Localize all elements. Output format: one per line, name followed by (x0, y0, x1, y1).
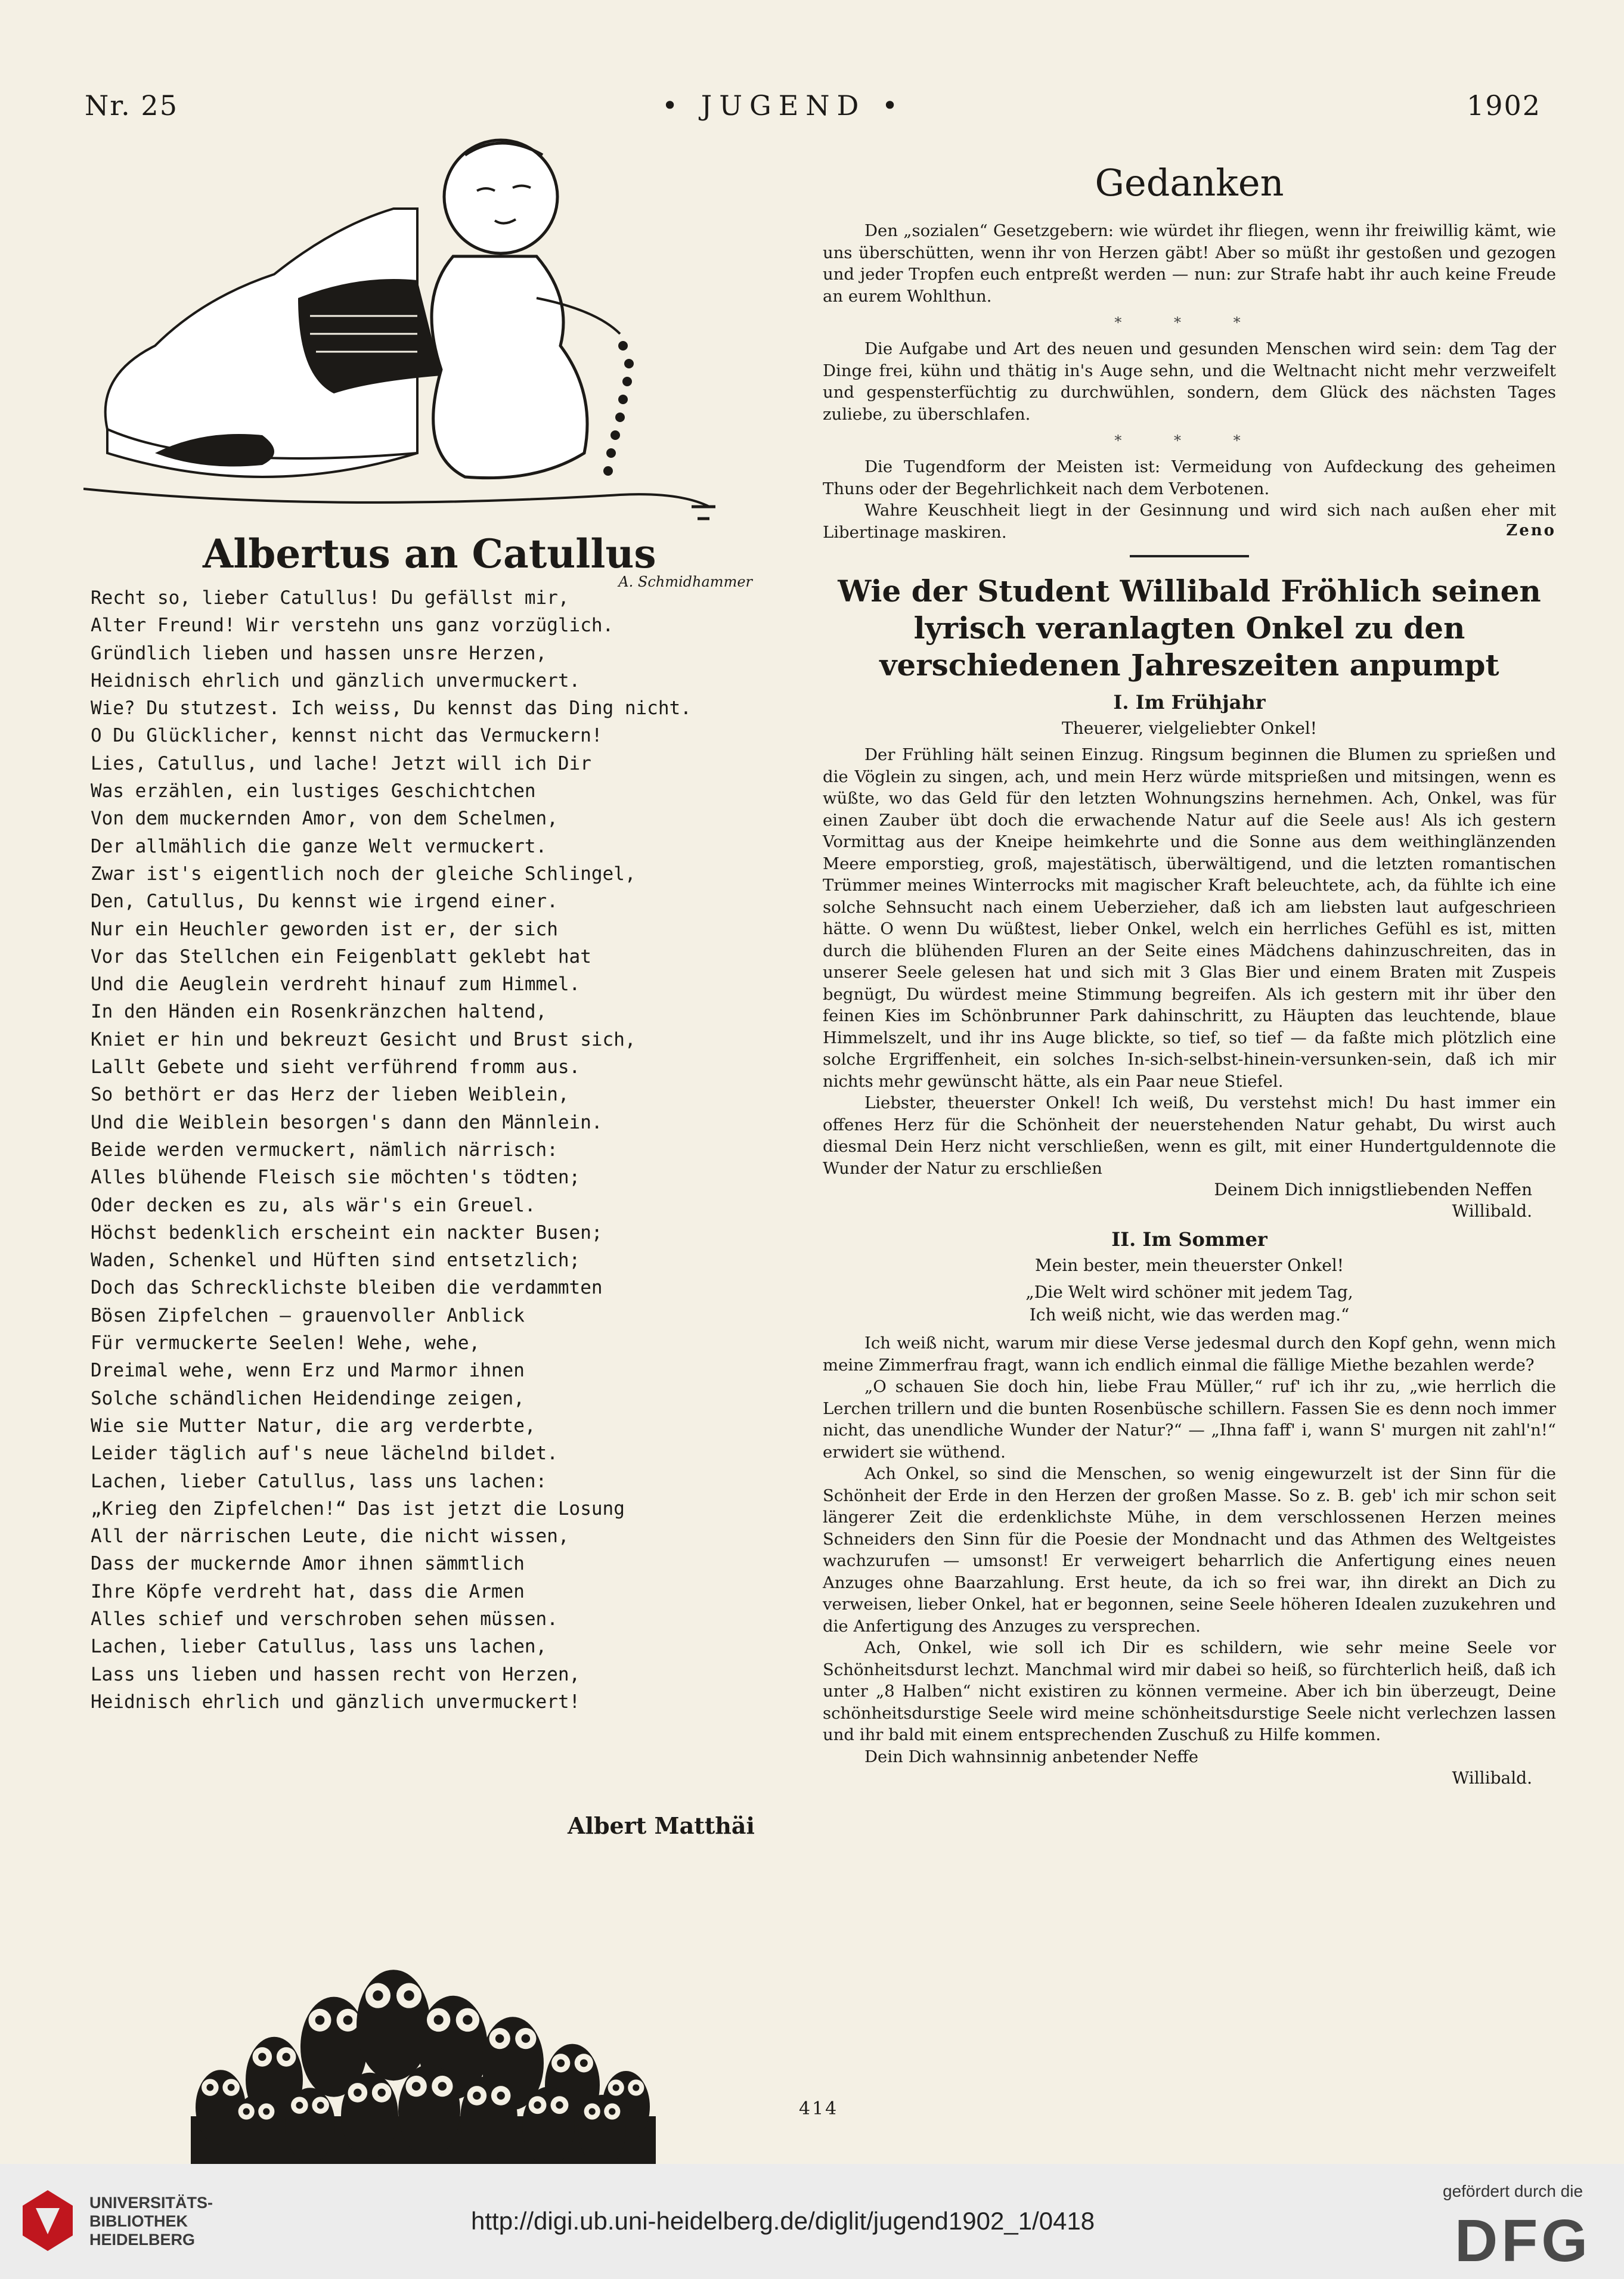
poem-body (91, 584, 764, 1716)
journal-year: 1902 (1467, 89, 1542, 122)
section-heading-spring: I. Im Frühjahr (1113, 691, 1266, 714)
poem-line: Was erzählen, ein lustiges Geschichtchen (91, 780, 536, 802)
poem-line: Dass der muckernde Amor ihnen sämmtlich (91, 1553, 525, 1575)
poem-line: Recht so, lieber Catullus! Du gefällst mir, (91, 587, 569, 609)
left-column (83, 119, 769, 2104)
funding-label: gefördert durch die (1443, 2182, 1583, 2200)
salutation: Theuerer, vielgeliebter Onkel! (1062, 718, 1317, 738)
poem-line: Lallt Gebete und sieht verführend fromm aus. (91, 1056, 581, 1078)
letter-paragraph: Ach Onkel, so sind die Menschen, so wenig eingewurzelt ist der Sinn für die Schönheit der Erde in den Herzen der großen Masse. So z. B. geb' ich mir schon seit längerer Zeit die erdenklichste Mühe, in dem verschlossenen Herzen meines Schneiders den Sinn für die Poesie der Mondnacht und das Athmen des Weltgeistes wachzurufen — umsonst! Er verweigert beharrlich die Anfertigung eines neuen Anzuges ohne Baarzahlung. Erst heute, da ich so frei war, ihn direkt an Dich zu verweisen, lieber Onkel, hat er begonnen, seine Seele höheren Idealen zuzukehren und die Anfertigung des Anzuges zu versprechen. (823, 1464, 1556, 1636)
poem-line: Oder decken es zu, als wär's ein Greuel. (91, 1194, 536, 1216)
poem-line: Von dem muckernden Amor, von dem Schelmen, (91, 808, 558, 830)
letter-closing: Dein Dich wahnsinnig anbetender Neffe (864, 1747, 1199, 1766)
gedanken-paragraph: Die Aufgabe und Art des neuen und gesunden Menschen wird sein: dem Tag der Dinge frei, kühn und thätig in's Auge sehn, und die Weltnacht nicht mehr verzweifelt und gespensterfüchtig zu durchwühlen, sondern, dem Glück des nächsten Tages zuliebe, zu überschlafen. (823, 339, 1556, 424)
verse-line: Ich weiß nicht, wie das werden mag.“ (1029, 1305, 1350, 1325)
verse-quote (823, 1281, 1556, 1326)
digitization-footer (0, 2164, 1624, 2279)
letter-paragraph: Ich weiß nicht, warum mir diese Verse jedesmal durch den Kopf gehn, wenn mich meine Zimmerfrau fragt, wann ich endlich einmal die fällige Miethe bezahlen werde? (823, 1334, 1556, 1375)
section-stars: * * * (1114, 314, 1265, 331)
poem-line: Und die Aeuglein verdreht hinauf zum Himmel. (91, 973, 581, 996)
owls-illustration (83, 1830, 769, 2188)
poem-line: Der allmählich die ganze Welt vermuckert. (91, 835, 547, 857)
poem-line: Lachen, lieber Catullus, lass uns lachen, (91, 1636, 547, 1658)
gedanken-author: Zeno (1506, 522, 1556, 539)
gedanken-paragraph: Die Tugendform der Meisten ist: Vermeidung von Aufdeckung des geheimen Thuns oder der Begehrlichkeit nach dem Verbotenen. (823, 457, 1556, 498)
poem-line: Und die Weiblein besorgen's dann den Männlein. (91, 1111, 603, 1133)
poem-line: Zwar ist's eigentlich noch der gleiche Schlingel, (91, 863, 636, 885)
poem-line: O Du Glücklicher, kennst nicht das Vermuckern! (91, 725, 603, 747)
issue-number: Nr. 25 (85, 89, 178, 122)
poem-line: In den Händen ein Rosenkränzchen haltend, (91, 1001, 547, 1023)
dfg-logo: DFG (1455, 2207, 1592, 2274)
letter-signature: Willibald. (1452, 1768, 1532, 1788)
poem-line: Beide werden vermuckert, nämlich närrisch: (91, 1139, 558, 1161)
letter-signature: Willibald. (1452, 1201, 1532, 1221)
poem-line: Lass uns lieben und hassen recht von Herzen, (91, 1663, 581, 1685)
poem-line: Für vermuckerte Seelen! Wehe, wehe, (91, 1332, 481, 1354)
poem-line: Heidnisch ehrlich und gänzlich unvermuckert! (91, 1691, 581, 1713)
poem-line: Ihre Köpfe verdreht hat, dass die Armen (91, 1580, 525, 1602)
poem-line: Gründlich lieben und hassen unsre Herzen, (91, 642, 547, 664)
gedanken-paragraph: Den „sozialen“ Gesetzgebern: wie würdet ihr fliegen, wenn ihr freiwillig kämt, wie uns überschütten, wenn ihr von Herzen gäbt! Aber so müßt ihr gestoßen und gezogen und jeder Tropfen euch entpreßt werden — nun: zur Strafe habt ihr auch keine Freude an eurem Wohlthun. (823, 221, 1556, 306)
poem-line: Lachen, lieber Catullus, lass uns lachen: (91, 1470, 547, 1492)
poem-line: Wie sie Mutter Natur, die arg verderbte, (91, 1415, 536, 1437)
poem-line: Alles blühende Fleisch sie möchten's tödten; (91, 1167, 581, 1189)
poem-line: Heidnisch ehrlich und gänzlich unvermuckert. (91, 669, 581, 692)
letter-paragraph: Der Frühling hält seinen Einzug. Ringsum beginnen die Blumen zu sprießen und die Vöglein zu singen, ach, und mein Herz würde mitsprießen und mitsingen, wenn es wüßte, wo das Geld für den letzten Wohnungszins hernehmen. Ach, Onkel, was für einen Zauber übt doch die erwachende Natur auf die Seele aus! Als ich gestern Vormittag aus der Kneipe heimkehrte und die Sonne aus dem weithinglänzenden Meere emporstieg, groß, majestätisch, überwältigend, und die letzten romantischen Trümmer meines Winterrocks mit magischer Kraft beleuchtete, ach, da fühlte ich eine solche Sehnsucht nach einem Ueberzieher, daß ich am liebsten laut aufgeschrieen hätte. O wenn Du wüßtest, lieber Onkel, welch ein herrliches Gefühl es ist, mitten durch die blühenden Fluren an der Seite eines Mädchens dahinzuschreiten, das in unserer Seele gelesen hat und sich mit 3 Glas Bier und einem Braten mit Zuspeis begnügt, Du würdest meine Stimmung begreifen. Als ich gestern mit ihr über den feinen Kies im Schönbrunner Park dahinschritt, zu Häupten das leuchtende, blaue Himmelszelt, und ihr ins Auge blickte, so tief, so tief — da faßte mich plötzlich eine solche Ergriffenheit, ein solches In-sich-selbst-hinein-versunken-sein, daß ich mir nichts mehr gewünscht hätte, als ein Paar neue Stiefel. (823, 745, 1556, 1091)
section-stars: * * * (1114, 432, 1265, 449)
poem-line: Alter Freund! Wir verstehn uns ganz vorzüglich. (91, 615, 614, 637)
poem-line: Alles schief und verschroben sehen müssen. (91, 1608, 558, 1630)
journal-title: • JUGEND • (662, 89, 906, 122)
cupid-illustration (83, 119, 769, 537)
letter-paragraph: Ach, Onkel, wie soll ich Dir es schildern, wie sehr meine Seele vor Schönheitsdurst lechzt. Manchmal wird mir dabei so heiß, so fürchterlich heiß, daß ich unter „8 Halben“ nicht existiren zu können vermeine. Aber ich bin überzeugt, Deine schönheitsdurstige Seele wird meine schönheitsdurstige Seele nicht verlechzen lassen und ihr bald mit einem entsprechenden Zuschuß zu Hilfe kommen. (823, 1638, 1556, 1744)
divider (1130, 555, 1249, 557)
poem-line: Dreimal wehe, wenn Erz und Marmor ihnen (91, 1360, 525, 1382)
poem-line: Nur ein Heuchler geworden ist er, der sich (91, 918, 558, 940)
library-line: UNIVERSITÄTS- (89, 2194, 213, 2212)
illustration-credit: A. Schmidhammer (618, 573, 752, 590)
poem-line: Waden, Schenkel und Hüften sind entsetzlich; (91, 1249, 581, 1272)
page-number: 414 (799, 2098, 839, 2119)
poem-line: Den, Catullus, Du kennst wie irgend einer. (91, 891, 558, 913)
right-column (823, 161, 1556, 1789)
library-line: HEIDELBERG (89, 2231, 196, 2249)
poem-author: Albert Matthäi (568, 1812, 755, 1839)
poem-line: Solche schändlichen Heidendinge zeigen, (91, 1387, 525, 1409)
poem-line: Höchst bedenklich erscheint ein nackter Busen; (91, 1221, 603, 1244)
poem-line: Leider täglich auf's neue lächelnd bildet. (91, 1443, 558, 1465)
poem-line: Wie? Du stutzest. Ich weiss, Du kennst das Ding nicht. (91, 697, 692, 720)
salutation: Mein bester, mein theuerster Onkel! (1035, 1255, 1344, 1275)
library-line: BIBLIOTHEK (89, 2212, 188, 2230)
poem-line: So bethört er das Herz der lieben Weiblein, (91, 1084, 569, 1106)
letter-paragraph: „O schauen Sie doch hin, liebe Frau Müller,“ ruf' ich ihr zu, „wie herrlich die Lerchen trillern und die bunten Rosenbüsche schillern. Fassen Sie es denn noch immer nicht, das unendliche Wunder der Natur?“ — „Ihna faff' i, wann S' murgen nit zahl'n!“ erwidert sie wüthend. (823, 1377, 1556, 1462)
poem-line: Kniet er hin und bekreuzt Gesicht und Brust sich, (91, 1028, 636, 1050)
poem-line: „Krieg den Zipfelchen!“ Das ist jetzt die Losung (91, 1497, 625, 1520)
letter-paragraph: Liebster, theuerster Onkel! Ich weiß, Du verstehst mich! Du hast immer ein offenes Herz für die Schönheit der neuerstehenden Natur gehabt, Du wirst auch diesmal Dein Herz nicht verschließen, wenn es gilt, mit einer Hundertguldennote die Wunder der Natur zu erschließen (823, 1093, 1556, 1178)
source-url-link[interactable]: http://digi.ub.uni-heidelberg.de/diglit/jugend1902_1/0418 (471, 2207, 1095, 2235)
poem-line: Doch das Schrecklichste bleiben die verdammten (91, 1277, 603, 1299)
section-heading-summer: II. Im Sommer (1111, 1228, 1267, 1251)
verse-line: „Die Welt wird schöner mit jedem Tag, (1025, 1282, 1353, 1302)
poem-line: All der närrischen Leute, die nicht wissen, (91, 1525, 569, 1548)
poem-line: Vor das Stellchen ein Feigenblatt geklebt hat (91, 945, 591, 968)
library-name (89, 2194, 213, 2249)
gedanken-paragraph: Wahre Keuschheit liegt in der Gesinnung und wird sich nach außen eher mit Libertinage maskiren. (823, 501, 1556, 542)
gedanken-title: Gedanken (1095, 161, 1284, 204)
university-logo-icon (20, 2188, 75, 2253)
poem-title: Albertus an Catullus (203, 531, 656, 577)
story-title: Wie der Student Willibald Fröhlich seinen lyrisch veranlagten Onkel zu den verschiedenen Jahreszeiten anpumpt (838, 573, 1541, 683)
poem-line: Bösen Zipfelchen — grauenvoller Anblick (91, 1304, 525, 1326)
poem-line: Lies, Catullus, und lache! Jetzt will ich Dir (91, 752, 591, 774)
letter-closing: Deinem Dich innigstliebenden Neffen (1214, 1180, 1532, 1199)
